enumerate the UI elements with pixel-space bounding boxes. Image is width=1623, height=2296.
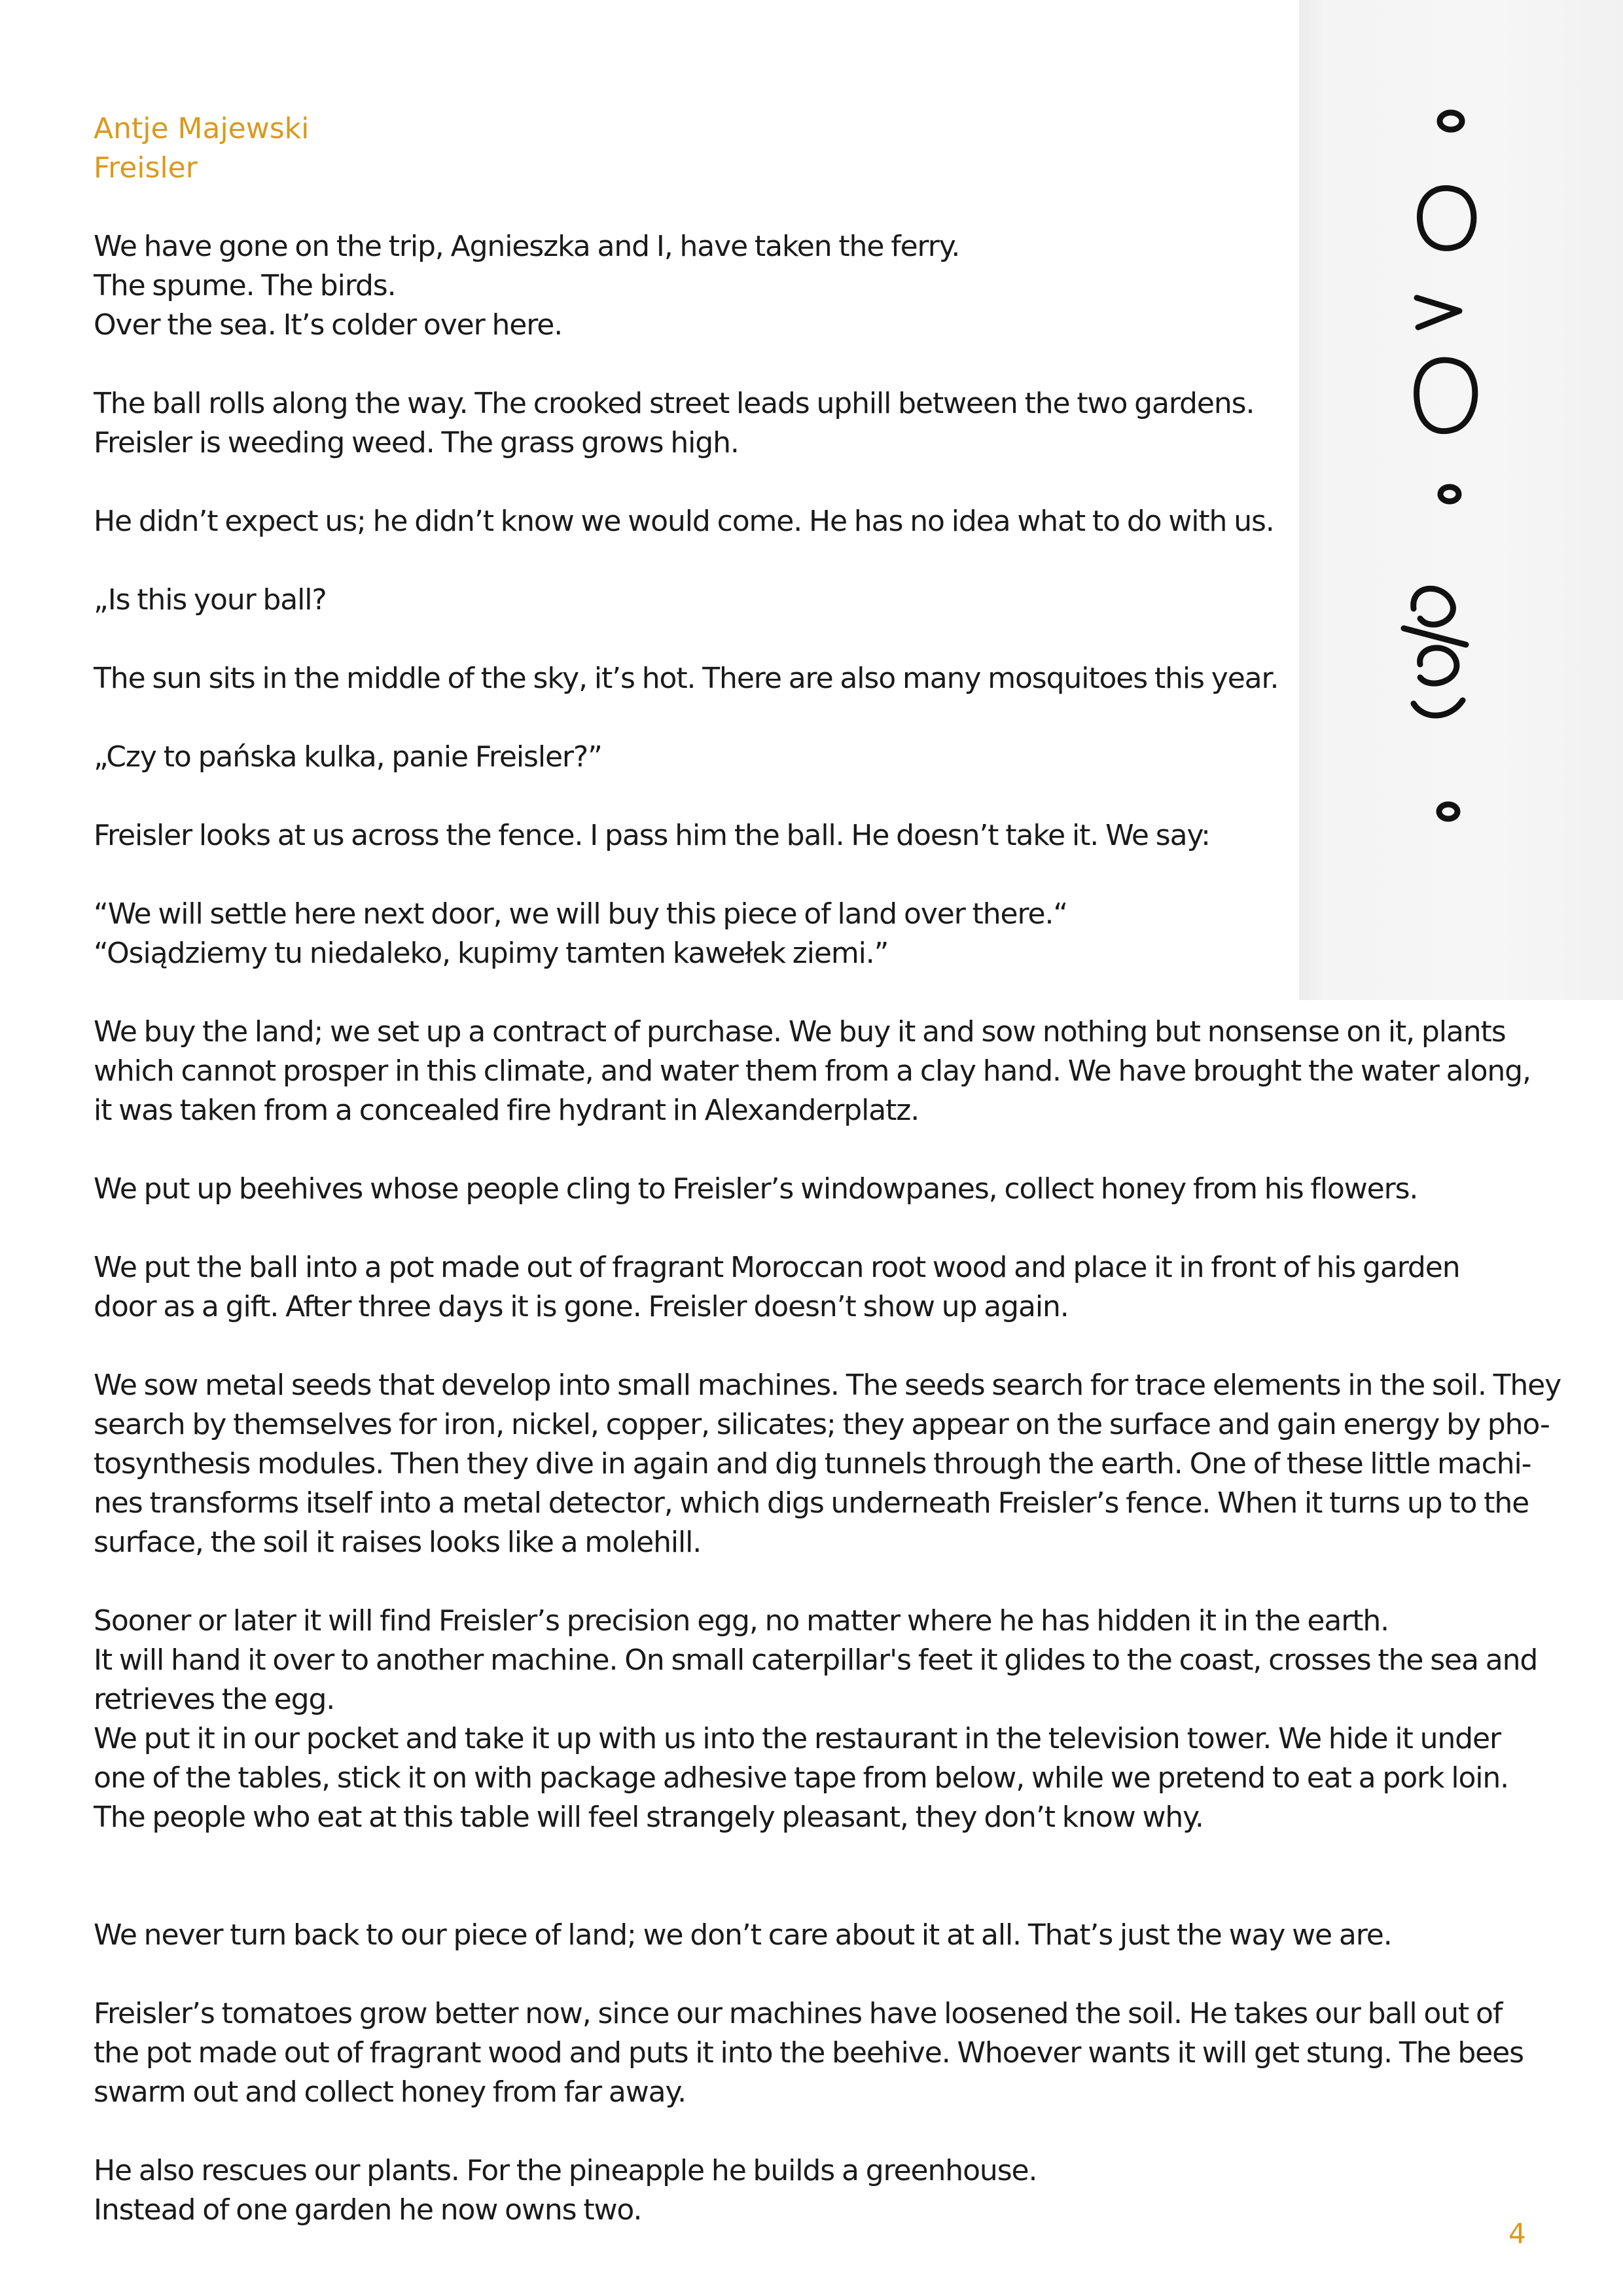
text-line: The spume. The birds. (94, 269, 396, 302)
paragraph (94, 227, 959, 345)
paragraph (94, 1916, 1392, 1955)
paragraph (94, 738, 602, 777)
text-line: the pot made out of fragrant wood and puts it into the beehive. Whoever wants it will get stung. The bees (94, 2036, 1524, 2070)
text-line: Freisler is weeding weed. The grass grows high. (94, 426, 739, 459)
text-line: „Is this your ball? (94, 583, 327, 617)
paragraph (94, 1248, 1460, 1327)
paragraph (94, 502, 1274, 541)
text-line: We have gone on the trip, Agnieszka and I, have taken the ferry. (94, 230, 960, 263)
text-line: The ball rolls along the way. The crooked street leads uphill between the two gardens. (94, 387, 1255, 420)
paragraph (94, 384, 1254, 463)
paragraph (94, 2151, 1037, 2230)
text-line: We put it in our pocket and take it up with us into the restaurant in the television tower. We hide it under (94, 1722, 1501, 1755)
paragraph (94, 1366, 1561, 1562)
story-title: Freisler (94, 151, 198, 185)
text-line: search by themselves for iron, nickel, copper, silicates; they appear on the surface and gain energy by pho- (94, 1408, 1550, 1441)
text-line: Freisler’s tomatoes grow better now, since our machines have loosened the soil. He takes our ball out of (94, 1997, 1503, 2030)
text-line: nes transforms itself into a metal detector, which digs underneath Freisler’s fence. When it turns up to the (94, 1486, 1529, 1520)
text-line: Instead of one garden he now owns two. (94, 2193, 642, 2227)
author-name: Antje Majewski (94, 112, 310, 145)
paragraph (94, 1719, 1508, 1837)
text-line: We put the ball into a pot made out of fragrant Moroccan root wood and place it in front of his garden (94, 1251, 1460, 1284)
text-line: It will hand it over to another machine. On small caterpillar's feet it glides to the coast, crosses the sea and (94, 1643, 1538, 1677)
text-line: He also rescues our plants. For the pineapple he builds a greenhouse. (94, 2154, 1037, 2187)
text-line: “We will settle here next door, we will buy this piece of land over there.“ (94, 897, 1068, 931)
handwriting-scan (1299, 0, 1623, 1000)
text-line: The sun sits in the middle of the sky, it’s hot. There are also many mosquitoes this year. (94, 662, 1279, 695)
paragraph (94, 659, 1278, 698)
text-line: The people who eat at this table will feel strangely pleasant, they don’t know why. (94, 1801, 1204, 1834)
text-line: retrieves the egg. (94, 1683, 335, 1716)
text-line: swarm out and collect honey from far away. (94, 2075, 687, 2109)
text-line: Sooner or later it will find Freisler’s precision egg, no matter where he has hidden it in the earth. (94, 1604, 1389, 1638)
text-line: one of the tables, stick it on with package adhesive tape from below, while we pretend to eat a pork loin. (94, 1761, 1509, 1795)
paragraph (94, 581, 327, 620)
text-line: We buy the land; we set up a contract of purchase. We buy it and sow nothing but nonsense on it, plants (94, 1015, 1506, 1049)
text-line: Over the sea. It’s colder over here. (94, 308, 563, 342)
text-line: Freisler looks at us across the fence. I pass him the ball. He doesn’t take it. We say: (94, 819, 1210, 852)
text-line: We never turn back to our piece of land; we don’t care about it at all. That’s just the way we are. (94, 1918, 1392, 1952)
paragraph (94, 1602, 1537, 1719)
text-line: tosynthesis modules. Then they dive in again and dig tunnels through the earth. One of these little machi- (94, 1447, 1531, 1480)
paragraph (94, 1994, 1524, 2112)
text-line: door as a gift. After three days it is gone. Freisler doesn’t show up again. (94, 1290, 1069, 1323)
paragraph (94, 816, 1210, 855)
paragraph (94, 895, 1067, 973)
text-line: “Osiądziemy tu niedaleko, kupimy tamten kawełek ziemi.” (94, 937, 889, 970)
page-number: 4 (1508, 2217, 1526, 2250)
text-line: it was taken from a concealed fire hydrant in Alexanderplatz. (94, 1094, 919, 1127)
text-line: We put up beehives whose people cling to Freisler’s windowpanes, collect honey from his flowers. (94, 1172, 1418, 1206)
text-line: which cannot prosper in this climate, and water them from a clay hand. We have brought the water along, (94, 1054, 1531, 1088)
text-line: We sow metal seeds that develop into small machines. The seeds search for trace elements in the soil. They (94, 1369, 1561, 1402)
text-line: He didn’t expect us; he didn’t know we would come. He has no idea what to do with us. (94, 505, 1274, 538)
text-line: „Czy to pańska kulka, panie Freisler?” (94, 740, 602, 774)
text-line: surface, the soil it raises looks like a molehill. (94, 1526, 702, 1559)
paragraph (94, 1013, 1531, 1130)
handwritten-glyph-icon (1299, 0, 1623, 1000)
paragraph (94, 1170, 1418, 1209)
